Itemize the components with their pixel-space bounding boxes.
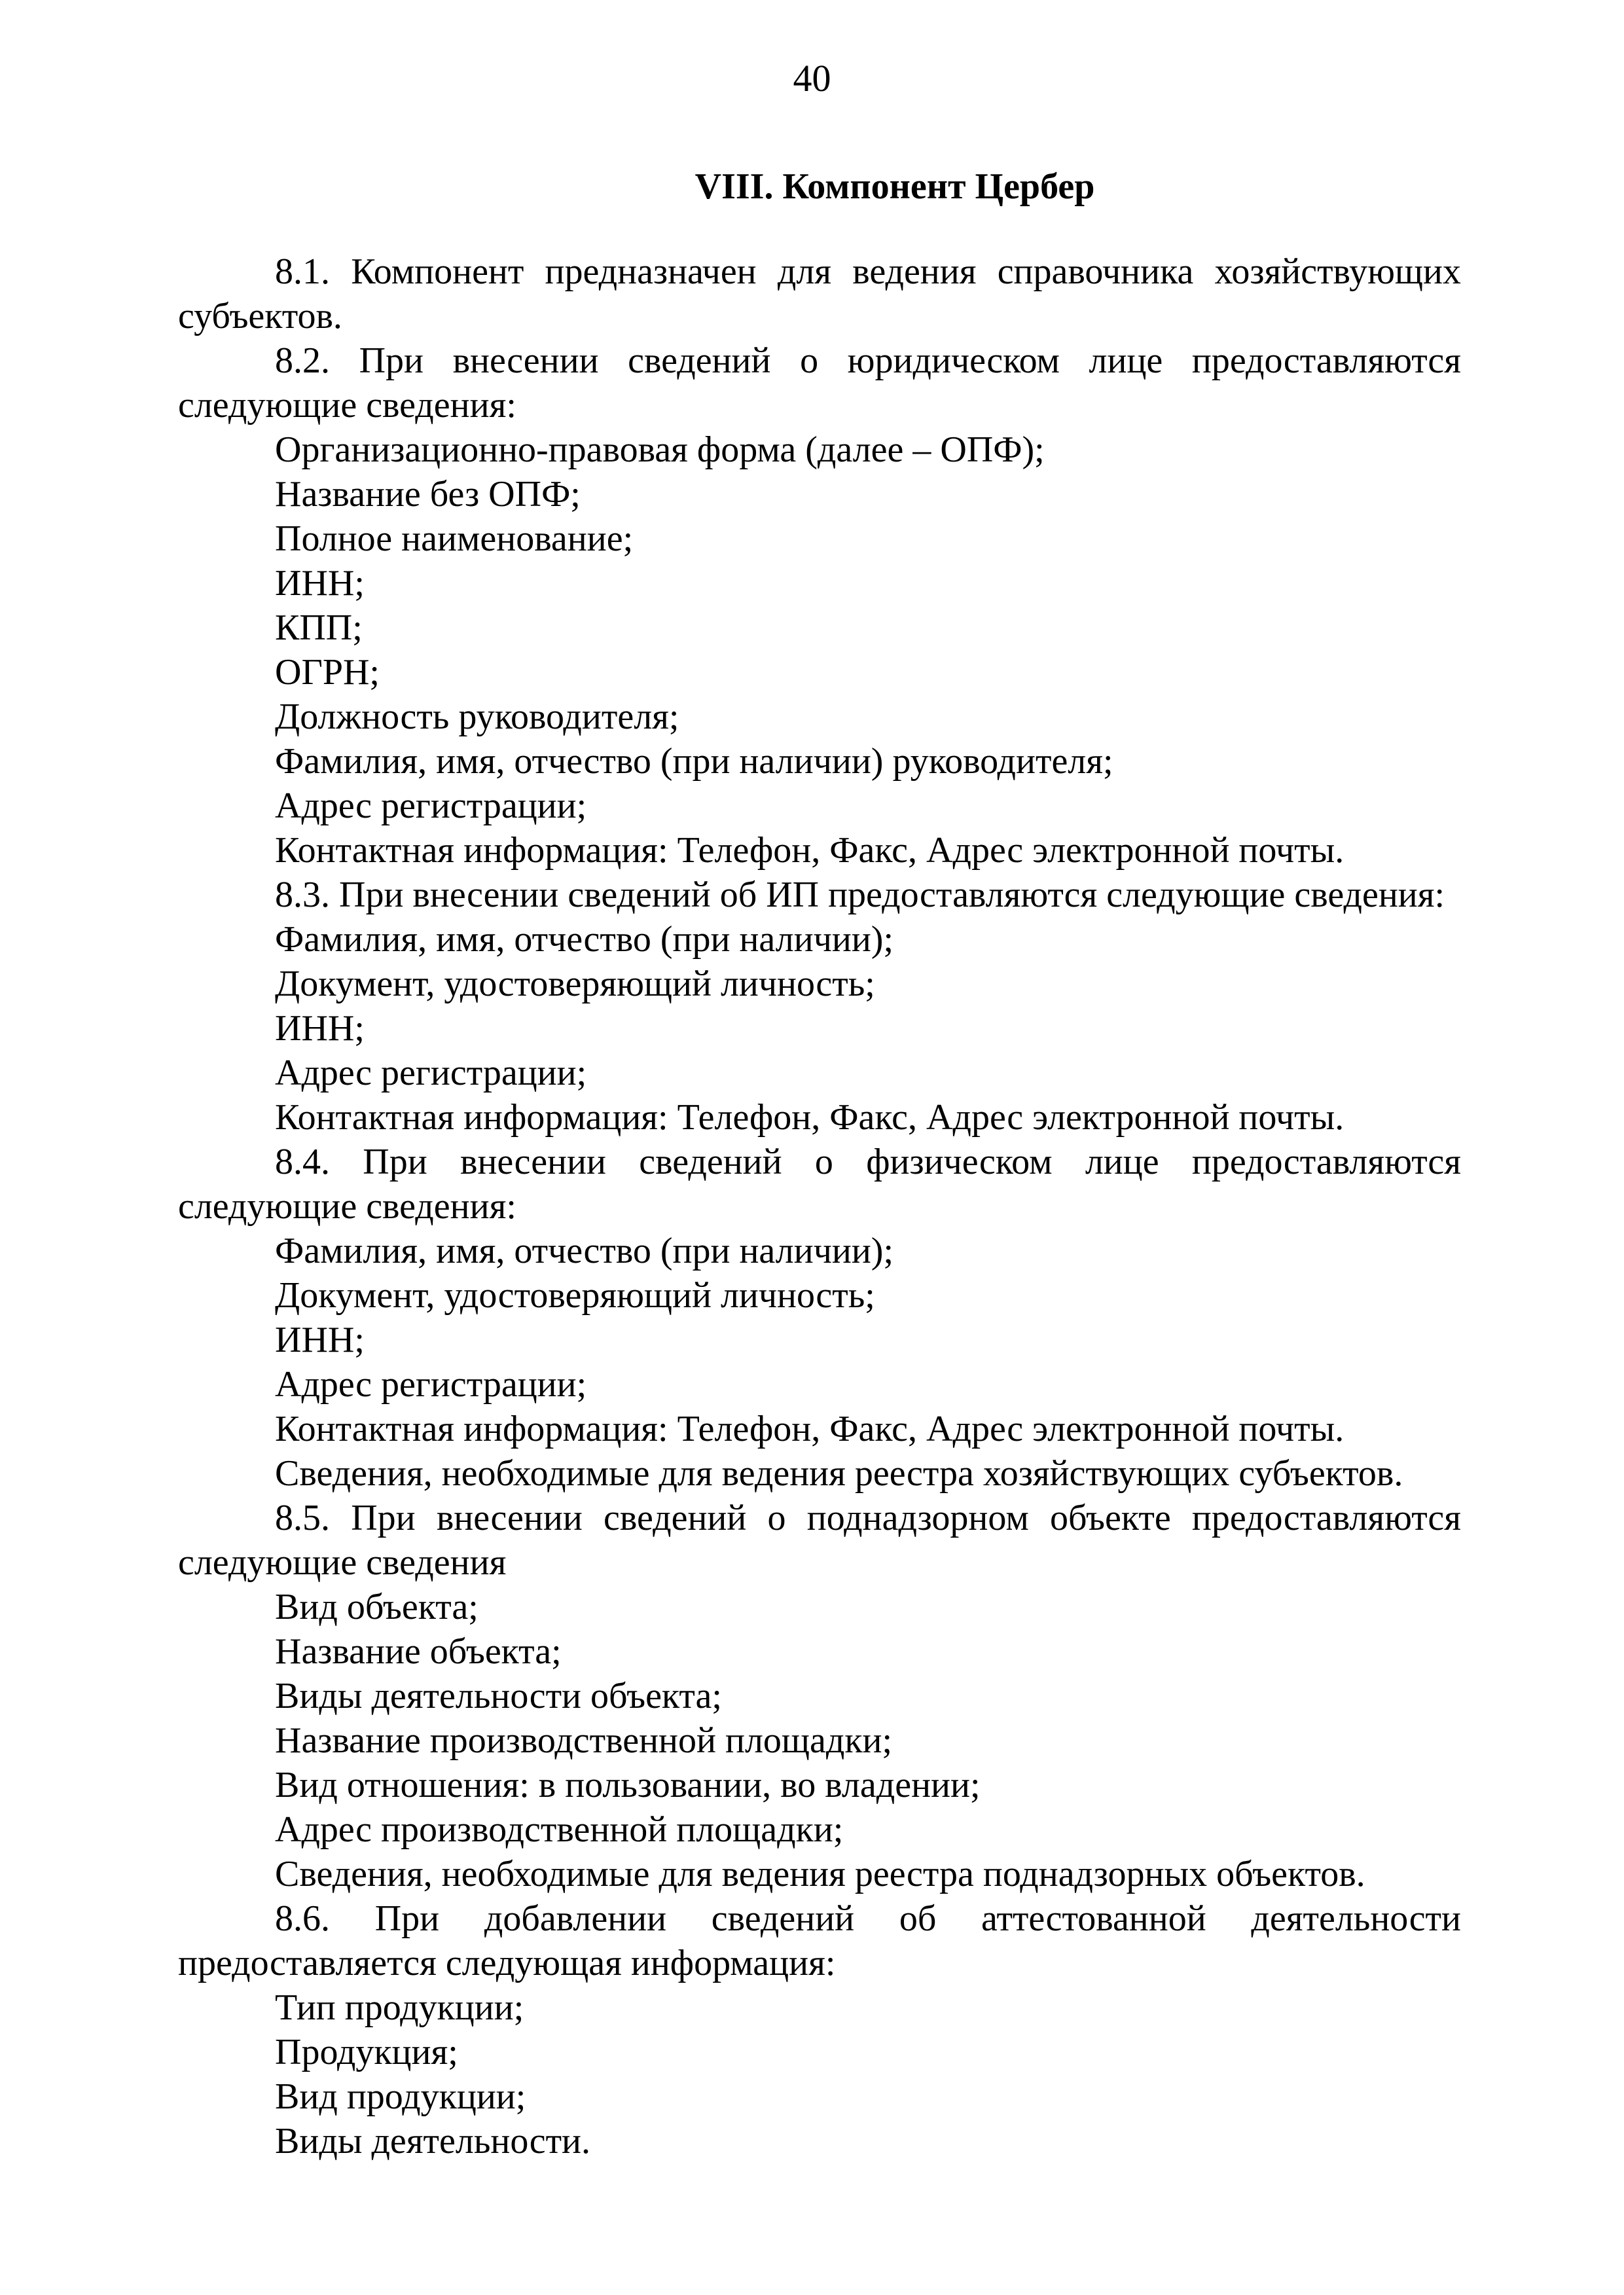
list-item: Название без ОПФ; <box>275 474 581 515</box>
list-item: Адрес регистрации; <box>275 1364 587 1405</box>
list-item: Название производственной площадки; <box>275 1720 893 1761</box>
list-item: Вид отношения: в пользовании, во владении; <box>275 1765 981 1805</box>
list-item: Вид объекта; <box>275 1587 478 1627</box>
list-item: ИНН; <box>275 563 365 604</box>
list-item: Контактная информация: Телефон, Факс, Адрес электронной почты. <box>275 1097 1344 1138</box>
list-item: Виды деятельности. <box>275 2121 591 2161</box>
list-item: Должность руководителя; <box>275 696 679 737</box>
section-content <box>178 249 1461 2163</box>
list-item: Фамилия, имя, отчество (при наличии) руководителя; <box>275 741 1113 782</box>
list-item: Адрес производственной площадки; <box>275 1809 844 1850</box>
list-item: Организационно-правовая форма (далее – ОПФ); <box>275 429 1045 470</box>
list-item: Тип продукции; <box>275 1987 524 2028</box>
list-item: КПП; <box>275 607 363 648</box>
list-item: ИНН; <box>275 1008 365 1049</box>
paragraph: 8.4. При внесении сведений о физическом лице предоставляются следующие сведения: <box>178 1142 1461 1227</box>
list-item: Виды деятельности объекта; <box>275 1676 722 1716</box>
list-item: Документ, удостоверяющий личность; <box>275 964 875 1004</box>
paragraph: 8.2. При внесении сведений о юридическом лице предоставляются следующие сведения: <box>178 340 1461 425</box>
list-item: Сведения, необходимые для ведения реестра хозяйствующих субъектов. <box>275 1453 1403 1494</box>
list-item: Контактная информация: Телефон, Факс, Адрес электронной почты. <box>275 830 1344 871</box>
section-title: VIII. Компонент Цербер <box>695 166 1095 207</box>
list-item: Сведения, необходимые для ведения реестра поднадзорных объектов. <box>275 1854 1365 1894</box>
paragraph: 8.5. При внесении сведений о поднадзорном объекте предоставляются следующие сведения <box>178 1498 1461 1583</box>
list-item: Контактная информация: Телефон, Факс, Адрес электронной почты. <box>275 1409 1344 1449</box>
list-item: Документ, удостоверяющий личность; <box>275 1275 875 1316</box>
list-item: Название объекта; <box>275 1631 562 1672</box>
list-item: Вид продукции; <box>275 2076 526 2117</box>
paragraph: 8.1. Компонент предназначен для ведения справочника хозяйствующих субъектов. <box>178 251 1461 336</box>
list-item: Адрес регистрации; <box>275 786 587 826</box>
list-item: Продукция; <box>275 2032 458 2072</box>
list-item: ОГРН; <box>275 652 380 693</box>
document-body <box>178 160 1461 2163</box>
list-item: Адрес регистрации; <box>275 1053 587 1093</box>
list-item: Фамилия, имя, отчество (при наличии); <box>275 919 893 960</box>
paragraph: 8.6. При добавлении сведений об аттестованной деятельности предоставляется следующая информация: <box>178 1898 1461 1983</box>
list-item: ИНН; <box>275 1320 365 1360</box>
list-item: Фамилия, имя, отчество (при наличии); <box>275 1231 893 1271</box>
paragraph: 8.3. При внесении сведений об ИП предоставляются следующие сведения: <box>275 875 1445 915</box>
page-number: 40 <box>793 57 831 99</box>
list-item: Полное наименование; <box>275 518 634 559</box>
